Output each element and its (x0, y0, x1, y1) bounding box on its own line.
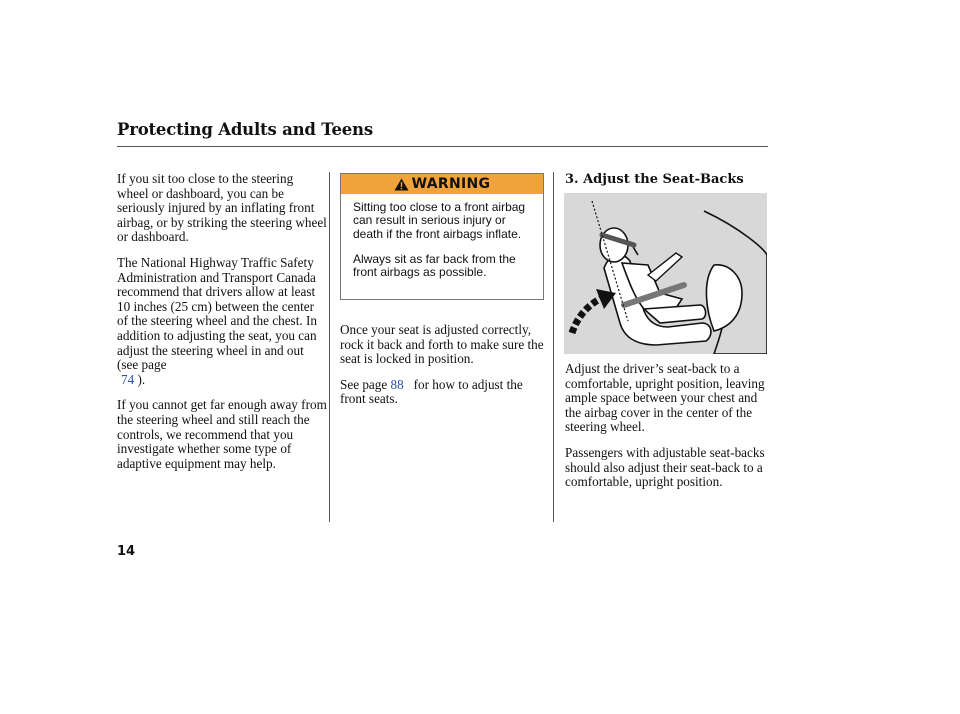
page-link-88[interactable]: 88 (390, 376, 404, 392)
nhtsa-text: The National Highway Traffic Safety Administration and Transport Canada recommend that drivers allow at least 10 inches (25 cm) between the center of the steering wheel and the chest. In addition to adjusting the seat, you can adjust the steering wheel in and out (see page (117, 254, 317, 373)
section-heading: 3. Adjust the Seat-Backs (565, 172, 744, 187)
left-column (117, 172, 327, 482)
nhtsa-end: ). (137, 371, 146, 387)
see-page-text: See page (340, 376, 388, 392)
column-divider-right (553, 172, 554, 522)
page-number: 14 (117, 544, 136, 559)
paragraph-passengers: Passengers with adjustable seat-backs should also adjust their seat-back to a comfortable, upright position. (565, 444, 765, 490)
page-link-74[interactable]: 74 (121, 371, 135, 387)
paragraph-adjust-driver: Adjust the driver’s seat-back to a comfortable, upright position, leaving ample space between your chest and the airbag cover in the center of the steering wheel. (565, 361, 765, 435)
page-title: Protecting Adults and Teens (117, 120, 373, 139)
warning-text-2: Always sit as far back from the front airbags as possible. (353, 251, 516, 280)
paragraph-nhtsa (117, 256, 327, 387)
paragraph-too-close: If you sit too close to the steering wheel or dashboard, you can be seriously injured by an inflating front airbag, or by striking the steering wheel or dashboard. (117, 171, 327, 245)
middle-column (340, 323, 548, 418)
warning-box (340, 173, 544, 300)
warning-header (341, 174, 543, 194)
paragraph-rock-seat: Once your seat is adjusted correctly, rock it back and forth to make sure the seat is locked in position. (340, 322, 544, 367)
see-page-rest: for how to adjust the front seats. (340, 376, 523, 407)
seat-back-illustration (564, 193, 767, 354)
column-divider-left (329, 172, 330, 522)
header-rule (117, 146, 768, 147)
right-column (565, 362, 765, 501)
paragraph-see-page (340, 378, 548, 407)
paragraph-adaptive: If you cannot get far enough away from the steering wheel and still reach the controls, we recommend that you investigate whether some type of adaptive equipment may help. (117, 397, 327, 471)
warning-label: WARNING (411, 176, 491, 192)
seated-driver-illustration (564, 193, 767, 354)
warning-triangle-icon (394, 178, 409, 191)
warning-body (341, 194, 543, 279)
warning-text-1: Sitting too close to a front airbag can result in serious injury or death if the front airbags inflate. (353, 200, 526, 241)
